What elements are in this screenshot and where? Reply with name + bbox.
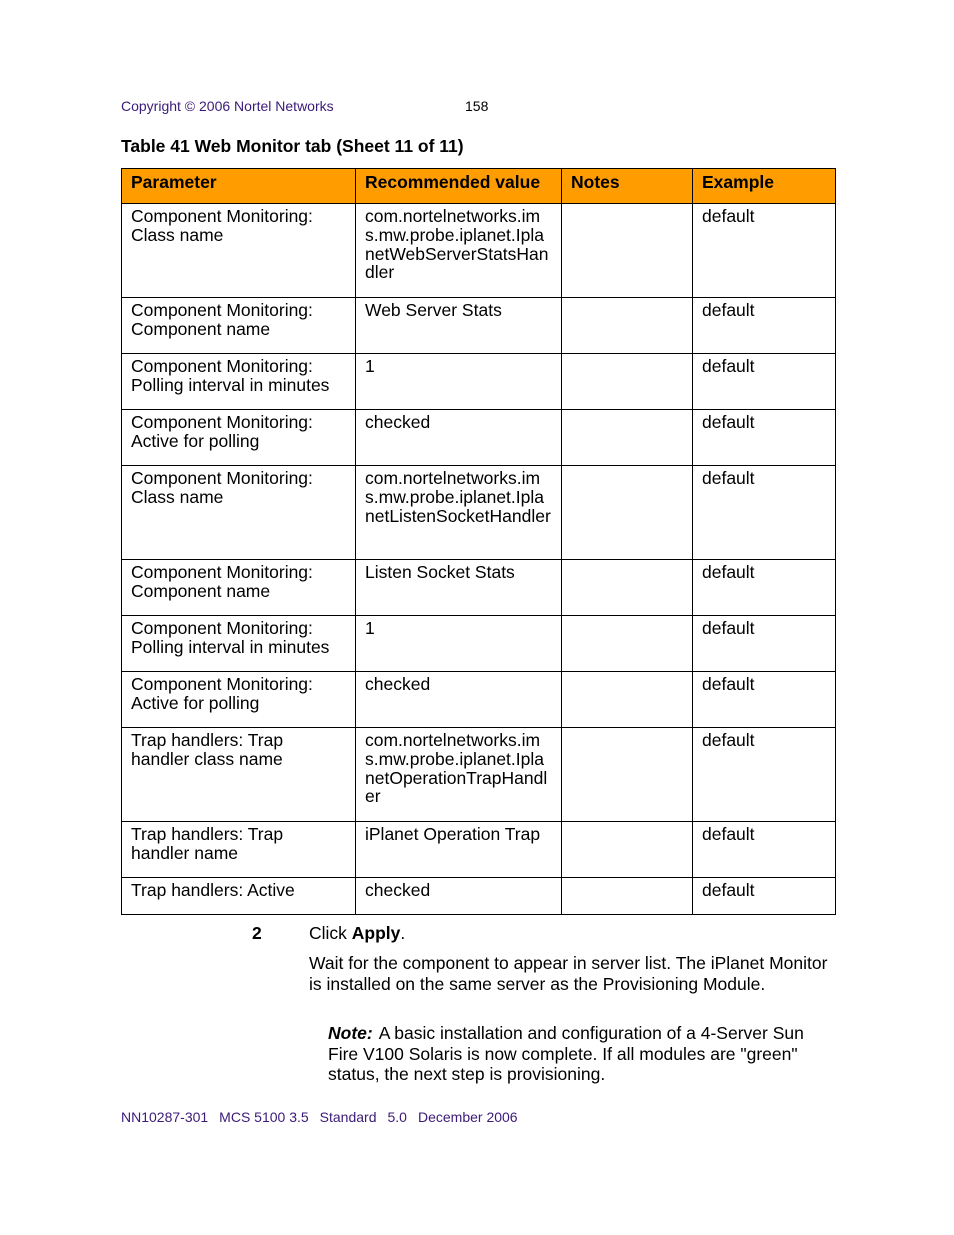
table-row (122, 204, 836, 298)
example-cell: default (693, 728, 836, 822)
table-row (122, 560, 836, 616)
recommended-value-cell: com.nortelnetworks.ims.mw.probe.iplanet.IplanetOperationTrapHandler (356, 728, 562, 822)
notes-cell (562, 466, 693, 560)
example-cell: default (693, 560, 836, 616)
example-cell: default (693, 822, 836, 878)
notes-cell (562, 822, 693, 878)
parameter-cell: Component Monitoring: Component name (122, 298, 356, 354)
notes-cell (562, 204, 693, 298)
recommended-value-cell: checked (356, 878, 562, 915)
step-description: Wait for the component to appear in server list. The iPlanet Monitor is installed on the same server as the Provisioning Module. (309, 953, 828, 994)
recommended-value-cell: com.nortelnetworks.ims.mw.probe.iplanet.IplanetWebServerStatsHandler (356, 204, 562, 298)
parameter-cell: Trap handlers: Active (122, 878, 356, 915)
column-header-recommended-value: Recommended value (356, 169, 562, 204)
table-row (122, 410, 836, 466)
parameter-cell: Component Monitoring: Active for polling (122, 410, 356, 466)
notes-cell (562, 354, 693, 410)
column-header-example: Example (693, 169, 836, 204)
parameter-cell: Component Monitoring: Polling interval in minutes (122, 616, 356, 672)
footer-date: December 2006 (417, 1109, 518, 1125)
example-cell: default (693, 878, 836, 915)
copyright-notice: Copyright © 2006 Nortel Networks (121, 98, 334, 114)
notes-cell (562, 560, 693, 616)
step-number: 2 (252, 923, 262, 943)
parameter-cell: Component Monitoring: Active for polling (122, 672, 356, 728)
recommended-value-cell: 1 (356, 354, 562, 410)
recommended-value-cell: Listen Socket Stats (356, 560, 562, 616)
footer-doc-number: NN10287-301 (121, 1109, 209, 1125)
notes-cell (562, 728, 693, 822)
step-instruction (309, 923, 405, 944)
footer-version: 5.0 (387, 1109, 407, 1125)
table-row (122, 466, 836, 560)
example-cell: default (693, 298, 836, 354)
table-row (122, 878, 836, 915)
column-header-notes: Notes (562, 169, 693, 204)
column-header-parameter: Parameter (122, 169, 356, 204)
recommended-value-cell: 1 (356, 616, 562, 672)
parameter-cell: Component Monitoring: Polling interval in minutes (122, 354, 356, 410)
table-row (122, 672, 836, 728)
note-label: Note: (328, 1023, 373, 1043)
notes-cell (562, 672, 693, 728)
step-prefix: Click (309, 923, 352, 943)
page-number: 158 (465, 98, 489, 114)
notes-cell (562, 298, 693, 354)
example-cell: default (693, 410, 836, 466)
parameter-cell: Trap handlers: Trap handler name (122, 822, 356, 878)
step-suffix: . (400, 923, 406, 943)
recommended-value-cell: iPlanet Operation Trap (356, 822, 562, 878)
footer-status: Standard (319, 1109, 377, 1125)
table-row (122, 822, 836, 878)
table-row (122, 728, 836, 822)
footer-product: MCS 5100 3.5 (219, 1109, 309, 1125)
web-monitor-parameters-table (121, 168, 836, 915)
parameter-cell: Component Monitoring: Class name (122, 466, 356, 560)
table-title: Table 41 Web Monitor tab (Sheet 11 of 11) (121, 136, 464, 156)
recommended-value-cell: checked (356, 672, 562, 728)
note-block (328, 1023, 833, 1085)
note-text: A basic installation and configuration of a 4-Server Sun Fire V100 Solaris is now complete. If all modules are "green" status, the next step is provisioning. (328, 1023, 804, 1084)
notes-cell (562, 878, 693, 915)
parameter-cell: Trap handlers: Trap handler class name (122, 728, 356, 822)
table-row (122, 298, 836, 354)
notes-cell (562, 410, 693, 466)
example-cell: default (693, 616, 836, 672)
table-header-row (122, 169, 836, 204)
table-row (122, 354, 836, 410)
recommended-value-cell: com.nortelnetworks.ims.mw.probe.iplanet.IplanetListenSocketHandler (356, 466, 562, 560)
parameter-cell: Component Monitoring: Class name (122, 204, 356, 298)
example-cell: default (693, 204, 836, 298)
example-cell: default (693, 354, 836, 410)
step-action: Apply (351, 923, 401, 943)
example-cell: default (693, 672, 836, 728)
parameter-cell: Component Monitoring: Component name (122, 560, 356, 616)
recommended-value-cell: checked (356, 410, 562, 466)
document-footer (121, 1109, 529, 1125)
table-row (122, 616, 836, 672)
notes-cell (562, 616, 693, 672)
example-cell: default (693, 466, 836, 560)
recommended-value-cell: Web Server Stats (356, 298, 562, 354)
